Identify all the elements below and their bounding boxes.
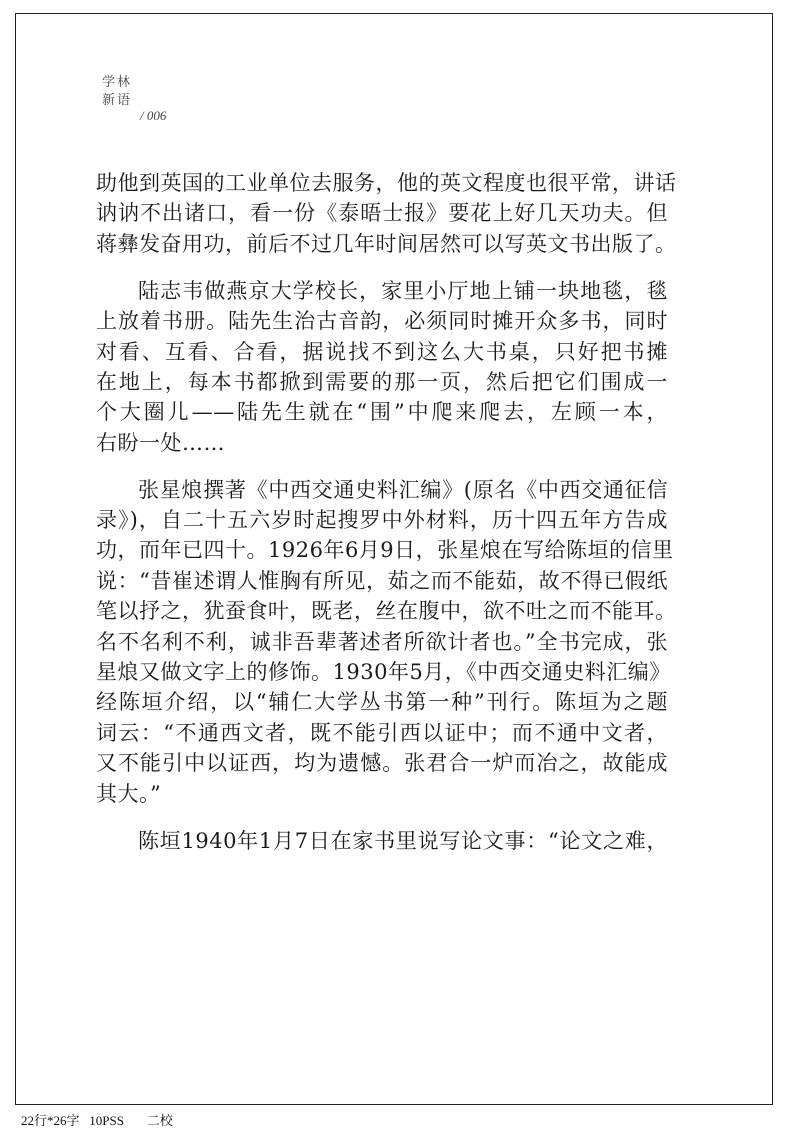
text-line: 功，而年已四十。1926年6月9日，张星烺在写给陈垣的信里 (96, 538, 674, 563)
text-line: 星烺又做文字上的修饰。1930年5月，《中西交通史料汇编》 (96, 660, 671, 685)
text-line: 张星烺撰著《中西交通史料汇编》(原名《中西交通征信 (138, 477, 668, 502)
paragraph (96, 168, 677, 259)
text-line: 经陈垣介绍，以“辅仁大学丛书第一种”刊行。陈垣为之题 (96, 690, 668, 715)
text-line: 对看、互看、合看，据说找不到这么大书桌，只好把书摊 (96, 339, 668, 364)
series-title-line2: 新语 (102, 93, 133, 108)
paragraph (96, 826, 668, 856)
body-text (96, 168, 677, 856)
running-head (102, 74, 132, 110)
text-line: 词云：“不通西文者，既不能引西以证中；而不通中文者， (96, 720, 668, 745)
paragraph (96, 475, 677, 809)
text-line: 个大圈儿——陆先生就在“围”中爬来爬去，左顾一本， (96, 400, 668, 425)
text-line: 陆志韦做燕京大学校长，家里小厅地上铺一块地毯，毯 (138, 278, 668, 303)
text-line: 蒋彝发奋用功，前后不过几年时间居然可以写英文书出版了。 (96, 231, 677, 256)
text-line: 又不能引中以证西，均为遗憾。张君合一炉而冶之，故能成 (96, 751, 668, 776)
text-line: 说：“昔崔述谓人惟胸有所见，茹之而不能茹，故不得已假纸 (96, 568, 668, 593)
text-line: 在地上，每本书都掀到需要的那一页，然后把它们围成一 (96, 369, 668, 394)
text-line: 笔以抒之，犹蚕食叶，既老，丝在腹中，欲不吐之而不能耳。 (96, 599, 677, 624)
text-line: 讷讷不出诸口，看一份《泰晤士报》要花上好几天功夫。但 (96, 201, 668, 226)
text-line: 上放着书册。陆先生治古音韵，必须同时摊开众多书，同时 (96, 309, 668, 334)
series-title-line1: 学林 (102, 75, 133, 90)
text-line: 陈垣1940年1月7日在家书里说写论文事：“论文之难， (138, 828, 668, 853)
text-line: 名不名利不利，诚非吾辈著述者所欲计者也。”全书完成，张 (96, 629, 668, 654)
text-line: 录》)，自二十五六岁时起搜罗中外材料，历十四五年方告成 (96, 508, 668, 533)
text-line: 助他到英国的工业单位去服务，他的英文程度也很平常，讲话 (96, 171, 677, 195)
print-spec-footer: 22行*26字 10PSS 二校 (21, 1113, 173, 1128)
page-number: / 006 (140, 108, 167, 123)
text-line: 右盼一处…… (96, 430, 225, 455)
paragraph (96, 276, 668, 458)
text-line: 其大。” (96, 781, 162, 806)
